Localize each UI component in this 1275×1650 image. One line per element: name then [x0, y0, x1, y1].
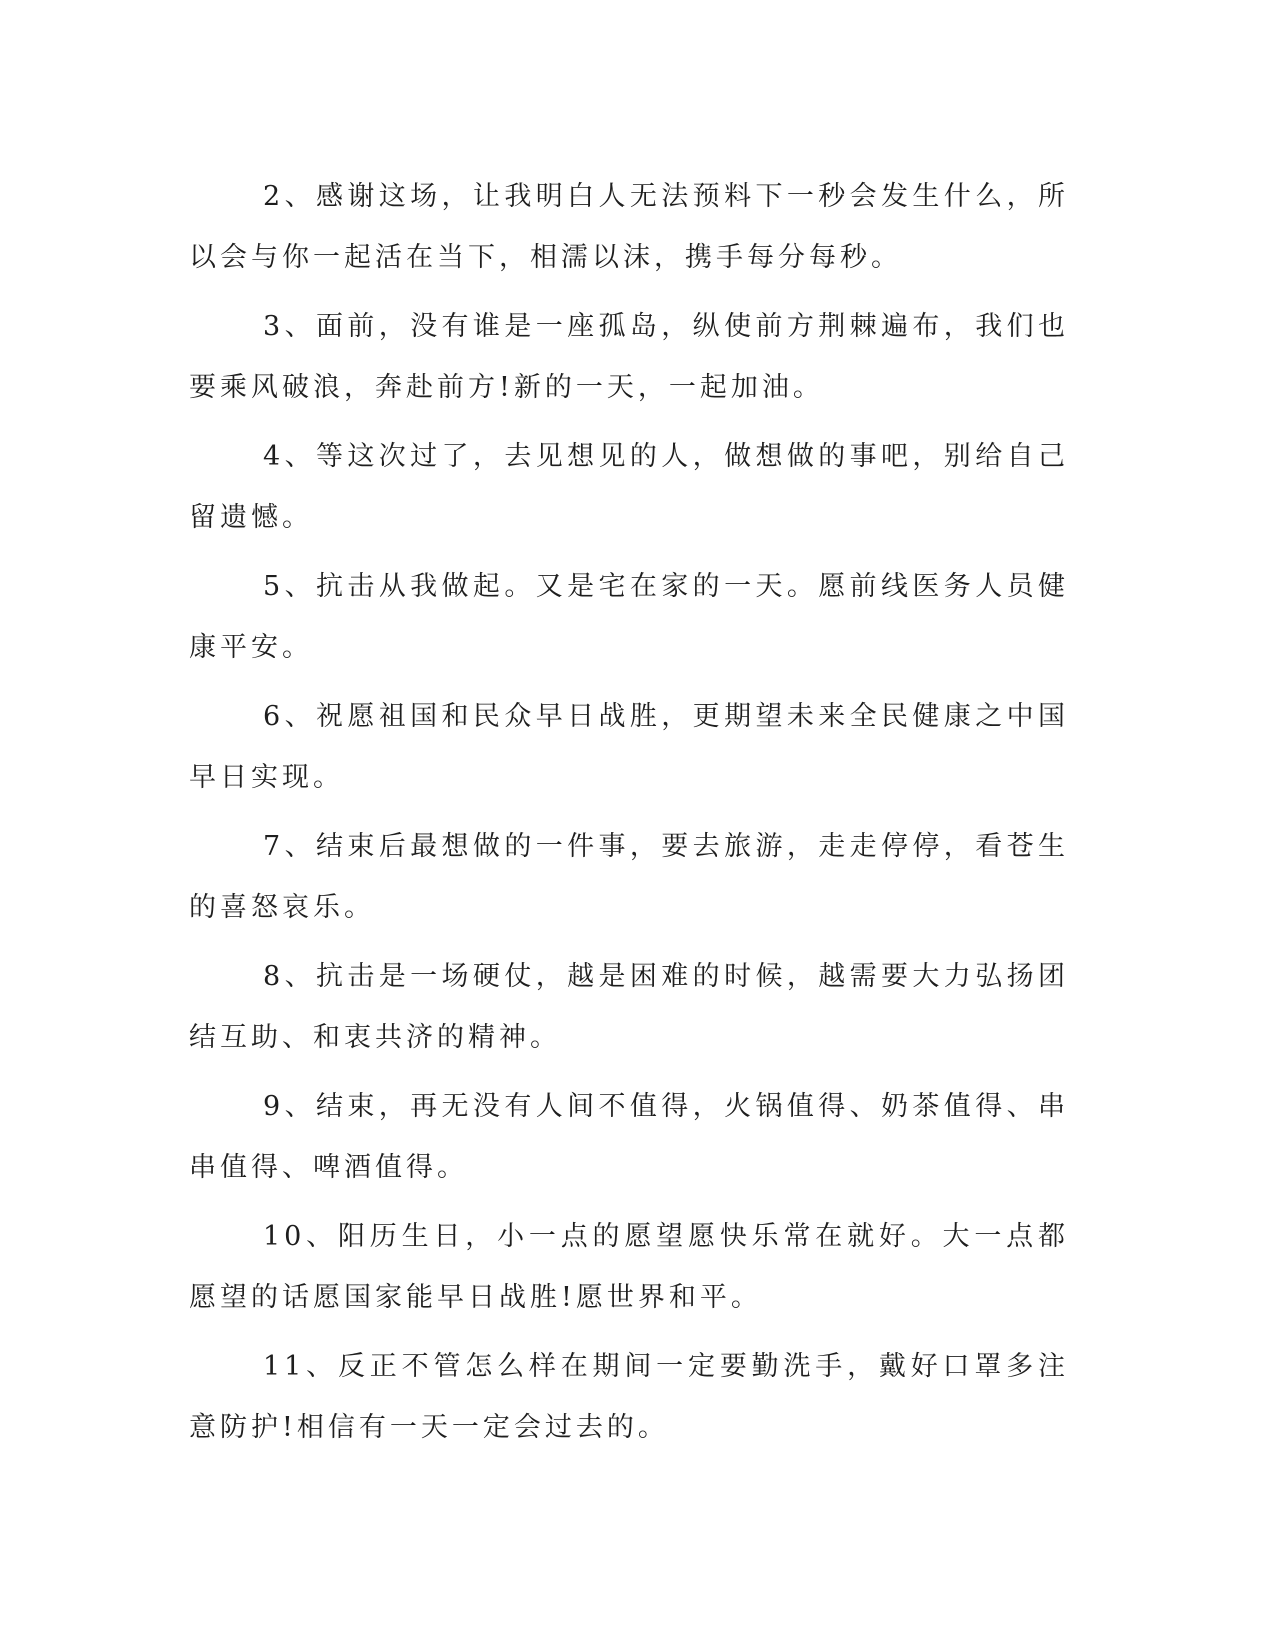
paragraph-6: 6、祝愿祖国和民众早日战胜，更期望未来全民健康之中国早日实现。 [189, 701, 1069, 793]
paragraph-2: 2、感谢这场，让我明白人无法预料下一秒会发生什么，所以会与你一起活在当下，相濡以沫，携手每分每秒。 [189, 181, 1069, 273]
paragraph-11: 11、反正不管怎么样在期间一定要勤洗手，戴好口罩多注意防护!相信有一天一定会过去的。 [189, 1351, 1069, 1443]
paragraph-7: 7、结束后最想做的一件事，要去旅游，走走停停，看苍生的喜怒哀乐。 [189, 831, 1069, 923]
document-body [189, 166, 1069, 1466]
paragraph-3: 3、面前，没有谁是一座孤岛，纵使前方荆棘遍布，我们也要乘风破浪，奔赴前方!新的一天，一起加油。 [189, 311, 1069, 403]
paragraph-9: 9、结束，再无没有人间不值得，火锅值得、奶茶值得、串串值得、啤酒值得。 [189, 1091, 1069, 1183]
paragraph-4: 4、等这次过了，去见想见的人，做想做的事吧，别给自己留遗憾。 [189, 441, 1069, 533]
paragraph-8: 8、抗击是一场硬仗，越是困难的时候，越需要大力弘扬团结互助、和衷共济的精神。 [189, 961, 1069, 1053]
paragraph-10: 10、阳历生日，小一点的愿望愿快乐常在就好。大一点都愿望的话愿国家能早日战胜!愿世界和平。 [189, 1221, 1069, 1313]
paragraph-5: 5、抗击从我做起。又是宅在家的一天。愿前线医务人员健康平安。 [189, 571, 1069, 663]
